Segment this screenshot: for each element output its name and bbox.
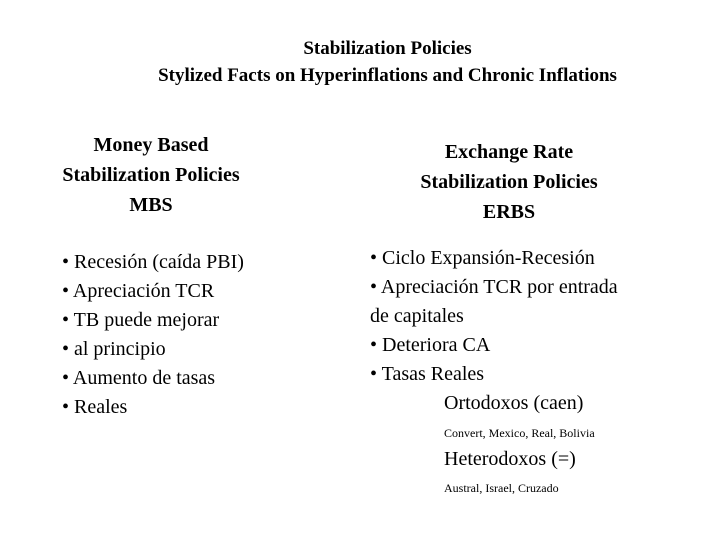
list-item: • Deteriora CA — [370, 334, 491, 356]
left-column-heading — [20, 130, 282, 220]
list-item: • Reales — [62, 396, 128, 418]
left-heading-line: Stabilization Policies — [62, 164, 240, 186]
list-item: • Apreciación TCR — [62, 280, 215, 302]
heterodox-label: Heterodoxos (=) — [444, 448, 576, 470]
right-heading-line: Exchange Rate — [444, 141, 574, 163]
left-heading-line: Money Based — [93, 134, 209, 156]
right-heading-line: Stabilization Policies — [420, 171, 598, 193]
orthodox-examples: Convert, Mexico, Real, Bolivia — [444, 426, 595, 440]
right-bullet-list — [370, 244, 618, 496]
slide-title: Stabilization Policies — [303, 38, 472, 59]
list-item: • Apreciación TCR por entrada — [370, 276, 618, 298]
list-item: • TB puede mejorar — [62, 309, 220, 331]
left-heading-line: MBS — [129, 194, 173, 216]
list-item: • Aumento de tasas — [62, 367, 216, 389]
orthodox-label: Ortodoxos (caen) — [444, 392, 584, 414]
list-item: • al principio — [62, 338, 166, 360]
right-column-heading — [372, 137, 646, 227]
list-item: • Ciclo Expansión-Recesión — [370, 247, 595, 269]
heterodox-examples: Austral, Israel, Cruzado — [444, 481, 559, 495]
list-item: de capitales — [370, 305, 464, 327]
list-item: • Tasas Reales — [370, 363, 485, 385]
slide-subtitle: Stylized Facts on Hyperinflations and Chronic Inflations — [158, 65, 617, 86]
list-item: • Recesión (caída PBI) — [62, 251, 244, 273]
left-bullet-list — [62, 248, 244, 422]
right-heading-line: ERBS — [482, 201, 536, 223]
